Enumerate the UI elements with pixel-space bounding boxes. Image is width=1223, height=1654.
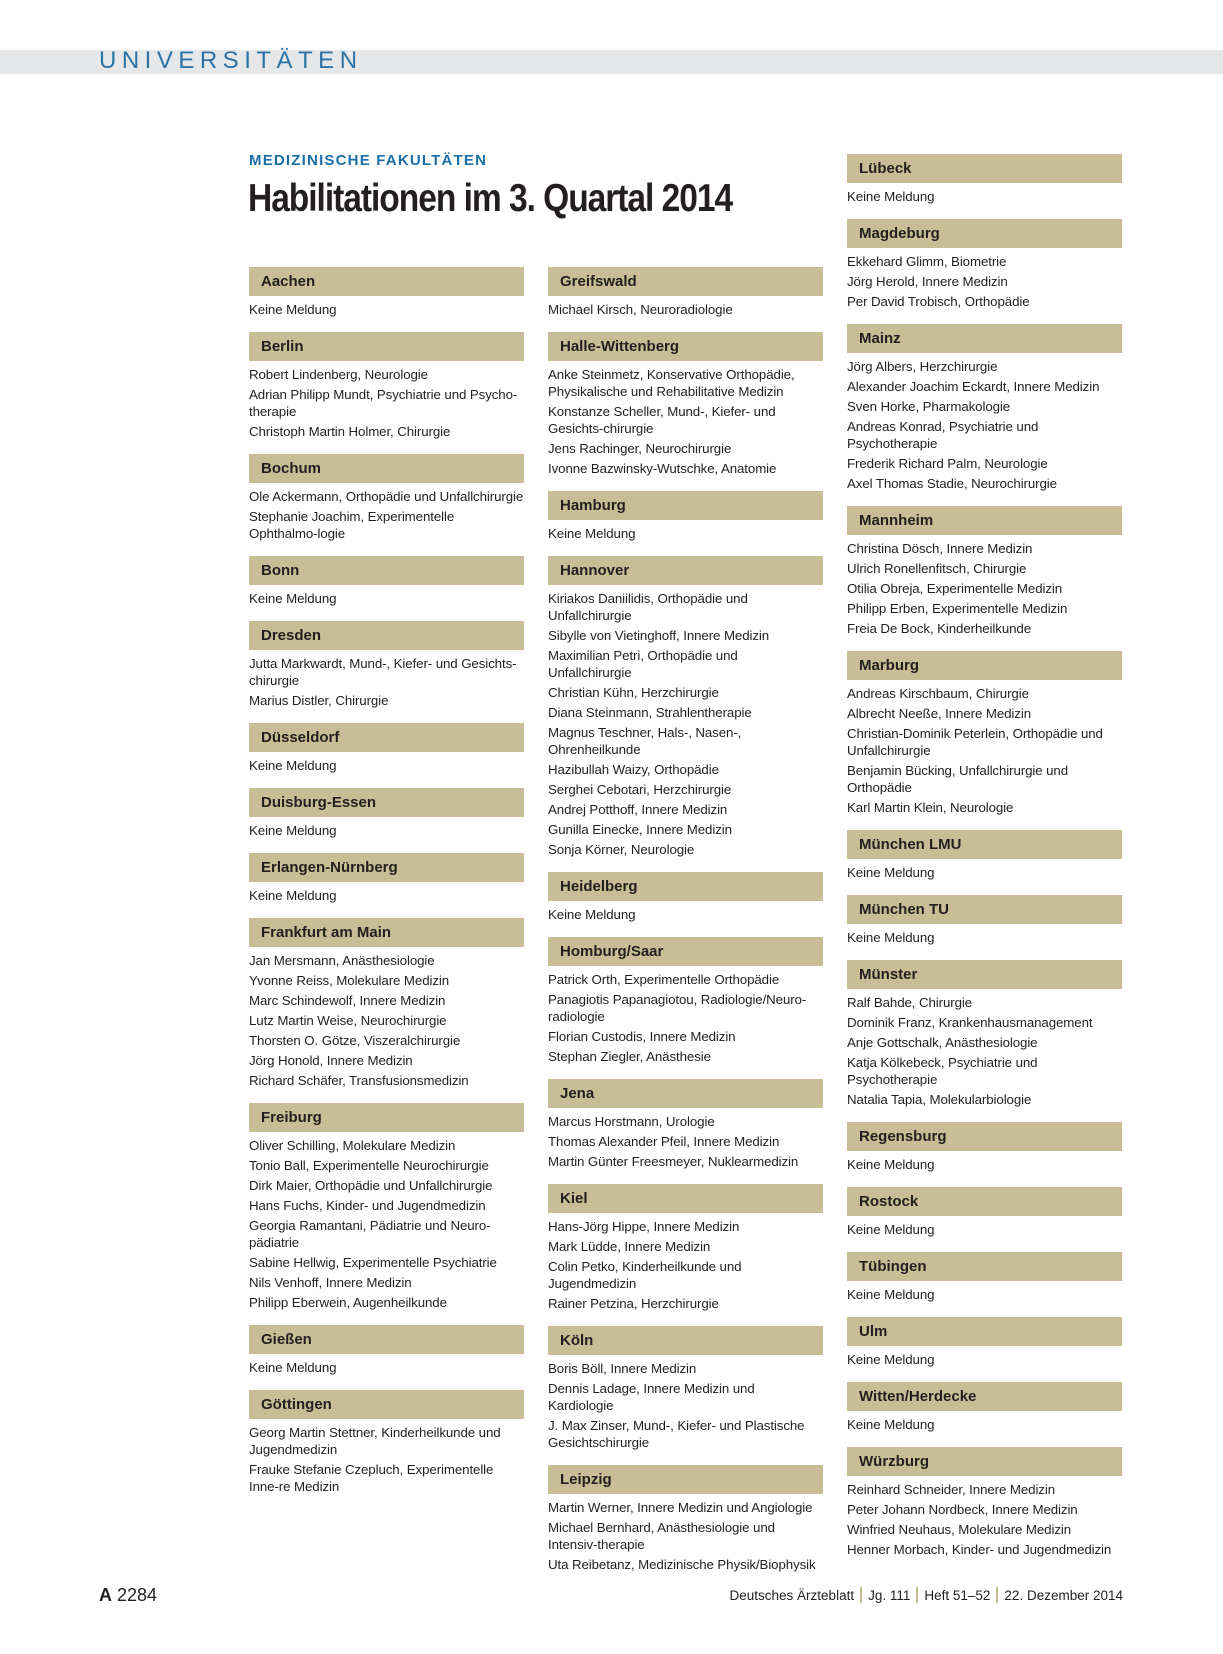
university-heading: Ulm: [847, 1317, 1122, 1346]
habilitation-entry: Georg Martin Stettner, Kinderheilkunde und Jugendmedizin: [249, 1425, 501, 1457]
habilitation-entry: Oliver Schilling, Molekulare Medizin: [249, 1138, 456, 1153]
habilitation-entry: Keine Meldung: [249, 1360, 337, 1375]
habilitation-entry: Albrecht Neeße, Innere Medizin: [847, 706, 1031, 721]
habilitation-entry: Christoph Martin Holmer, Chirurgie: [249, 424, 451, 439]
habilitation-entry: Jörg Albers, Herzchirurgie: [847, 359, 998, 374]
habilitation-entry: Jutta Markwardt, Mund-, Kiefer- und Gesichts-chirurgie: [249, 656, 517, 688]
university-heading: Witten/Herdecke: [847, 1382, 1122, 1411]
habilitation-entry: Panagiotis Papanagiotou, Radiologie/Neuro-radiologie: [548, 992, 807, 1024]
university-section: [249, 454, 524, 542]
habilitation-entry: Per David Trobisch, Orthopädie: [847, 294, 1030, 309]
habilitation-entry: Yvonne Reiss, Molekulare Medizin: [249, 973, 450, 988]
habilitation-entry: Sabine Hellwig, Experimentelle Psychiatrie: [249, 1255, 497, 1270]
university-heading: Köln: [548, 1326, 823, 1355]
university-heading: Heidelberg: [548, 872, 823, 901]
habilitation-entry: Henner Morbach, Kinder- und Jugendmedizin: [847, 1542, 1112, 1557]
university-heading: Gießen: [249, 1325, 524, 1354]
habilitation-entry: Jörg Honold, Innere Medizin: [249, 1053, 413, 1068]
university-heading: Halle-Wittenberg: [548, 332, 823, 361]
journal-volume: Jg. 111: [868, 1588, 911, 1603]
university-heading: Würzburg: [847, 1447, 1122, 1476]
habilitation-entry: Gunilla Einecke, Innere Medizin: [548, 822, 732, 837]
habilitation-entry: J. Max Zinser, Mund-, Kiefer- und Plastische Gesichtschirurgie: [548, 1418, 805, 1450]
habilitation-entry: Sven Horke, Pharmakologie: [847, 399, 1011, 414]
habilitation-entry: Keine Meldung: [249, 302, 337, 317]
habilitation-entry: Andrej Potthoff, Innere Medizin: [548, 802, 728, 817]
university-heading: Tübingen: [847, 1252, 1122, 1281]
habilitation-entry: Katja Kölkebeck, Psychiatrie und Psychotherapie: [847, 1055, 1038, 1087]
habilitation-entry: Christian Kühn, Herzchirurgie: [548, 685, 719, 700]
habilitation-entry: Freia De Bock, Kinderheilkunde: [847, 621, 1031, 636]
habilitation-entry: Nils Venhoff, Innere Medizin: [249, 1275, 412, 1290]
university-section: [847, 506, 1122, 637]
university-section: [249, 853, 524, 904]
habilitation-entry: Jörg Herold, Innere Medizin: [847, 274, 1008, 289]
habilitation-entry: Ivonne Bazwinsky-Wutschke, Anatomie: [548, 461, 777, 476]
university-section: [249, 267, 524, 318]
university-section: [548, 1079, 823, 1170]
footer-separator: [996, 1587, 998, 1603]
habilitation-entry: Magnus Teschner, Hals-, Nasen-, Ohrenheilkunde: [548, 725, 742, 757]
habilitation-entry: Keine Meldung: [249, 823, 337, 838]
habilitation-entry: Philipp Eberwein, Augenheilkunde: [249, 1295, 447, 1310]
university-section: [249, 621, 524, 709]
university-heading: München LMU: [847, 830, 1122, 859]
university-section: [548, 556, 823, 858]
university-heading: Magdeburg: [847, 219, 1122, 248]
habilitation-entry: Keine Meldung: [847, 1417, 935, 1432]
page-number: [99, 1584, 157, 1606]
university-section: [847, 154, 1122, 205]
university-section: [548, 937, 823, 1065]
habilitation-entry: Hans-Jörg Hippe, Innere Medizin: [548, 1219, 740, 1234]
habilitation-entry: Sonja Körner, Neurologie: [548, 842, 695, 857]
habilitation-entry: Natalia Tapia, Molekularbiologie: [847, 1092, 1032, 1107]
university-section: [249, 788, 524, 839]
university-heading: Mannheim: [847, 506, 1122, 535]
habilitation-entry: Robert Lindenberg, Neurologie: [249, 367, 428, 382]
article-kicker: MEDIZINISCHE FAKULTÄTEN: [249, 152, 488, 169]
habilitation-entry: Ole Ackermann, Orthopädie und Unfallchirurgie: [249, 489, 524, 504]
university-heading: Leipzig: [548, 1465, 823, 1494]
university-section: [249, 1325, 524, 1376]
university-section: [847, 219, 1122, 310]
habilitation-entry: Dirk Maier, Orthopädie und Unfallchirurgie: [249, 1178, 493, 1193]
article-title: Habilitationen im 3. Quartal 2014: [248, 177, 733, 220]
university-section: [847, 1122, 1122, 1173]
university-section: [548, 491, 823, 542]
university-heading: Marburg: [847, 651, 1122, 680]
habilitation-entry: Ekkehard Glimm, Biometrie: [847, 254, 1007, 269]
habilitation-entry: Jens Rachinger, Neurochirurgie: [548, 441, 732, 456]
habilitation-entry: Keine Meldung: [847, 930, 935, 945]
university-heading: Kiel: [548, 1184, 823, 1213]
footer-separator: [860, 1587, 862, 1603]
habilitation-entry: Tonio Ball, Experimentelle Neurochirurgie: [249, 1158, 489, 1173]
page-prefix: A: [99, 1585, 112, 1605]
university-section: [548, 1184, 823, 1312]
habilitation-entry: Adrian Philipp Mundt, Psychiatrie und Psycho-therapie: [249, 387, 518, 419]
habilitation-entry: Axel Thomas Stadie, Neurochirurgie: [847, 476, 1057, 491]
habilitation-entry: Keine Meldung: [548, 526, 636, 541]
university-section: [548, 1326, 823, 1451]
university-section: [249, 332, 524, 440]
university-section: [548, 1465, 823, 1573]
habilitation-entry: Kiriakos Daniilidis, Orthopädie und Unfallchirurgie: [548, 591, 748, 623]
university-section: [548, 267, 823, 318]
habilitation-entry: Michael Bernhard, Anästhesiologie und Intensiv-therapie: [548, 1520, 775, 1552]
university-heading: Mainz: [847, 324, 1122, 353]
habilitation-entry: Frauke Stefanie Czepluch, Experimentelle Inne-re Medizin: [249, 1462, 494, 1494]
habilitation-entry: Florian Custodis, Innere Medizin: [548, 1029, 736, 1044]
habilitation-entry: Ulrich Ronellenfitsch, Chirurgie: [847, 561, 1027, 576]
habilitation-entry: Sibylle von Vietinghoff, Innere Medizin: [548, 628, 770, 643]
habilitation-entry: Mark Lüdde, Innere Medizin: [548, 1239, 711, 1254]
university-heading: Frankfurt am Main: [249, 918, 524, 947]
habilitation-entry: Keine Meldung: [847, 865, 935, 880]
university-heading: Lübeck: [847, 154, 1122, 183]
university-section: [847, 1187, 1122, 1238]
university-section: [847, 1382, 1122, 1433]
university-heading: Göttingen: [249, 1390, 524, 1419]
university-heading: Berlin: [249, 332, 524, 361]
university-section: [847, 830, 1122, 881]
page-number-value: 2284: [117, 1585, 158, 1605]
university-section: [249, 1103, 524, 1311]
habilitation-entry: Stephanie Joachim, Experimentelle Ophthalmo-logie: [249, 509, 455, 541]
university-section: [847, 1317, 1122, 1368]
habilitation-entry: Anke Steinmetz, Konservative Orthopädie, Physikalische und Rehabilitative Medizin: [548, 367, 795, 399]
university-heading: Düsseldorf: [249, 723, 524, 752]
habilitation-entry: Keine Meldung: [847, 189, 935, 204]
university-heading: Jena: [548, 1079, 823, 1108]
habilitation-entry: Boris Böll, Innere Medizin: [548, 1361, 697, 1376]
habilitation-entry: Keine Meldung: [249, 758, 337, 773]
habilitation-entry: Ralf Bahde, Chirurgie: [847, 995, 973, 1010]
habilitation-entry: Marc Schindewolf, Innere Medizin: [249, 993, 446, 1008]
habilitation-entry: Rainer Petzina, Herzchirurgie: [548, 1296, 719, 1311]
habilitation-entry: Marius Distler, Chirurgie: [249, 693, 389, 708]
habilitation-entry: Christian-Dominik Peterlein, Orthopädie und Unfallchirurgie: [847, 726, 1103, 758]
university-section: [847, 324, 1122, 492]
university-section: [847, 1447, 1122, 1558]
university-section: [249, 723, 524, 774]
habilitation-entry: Jan Mersmann, Anästhesiologie: [249, 953, 435, 968]
habilitation-entry: Dominik Franz, Krankenhausmanagement: [847, 1015, 1093, 1030]
university-section: [847, 895, 1122, 946]
habilitation-entry: Otilia Obreja, Experimentelle Medizin: [847, 581, 1063, 596]
habilitation-entry: Colin Petko, Kinderheilkunde und Jugendmedizin: [548, 1259, 742, 1291]
habilitation-entry: Lutz Martin Weise, Neurochirurgie: [249, 1013, 447, 1028]
habilitation-entry: Peter Johann Nordbeck, Innere Medizin: [847, 1502, 1078, 1517]
habilitation-entry: Stephan Ziegler, Anästhesie: [548, 1049, 711, 1064]
habilitation-entry: Marcus Horstmann, Urologie: [548, 1114, 715, 1129]
habilitation-entry: Anje Gottschalk, Anästhesiologie: [847, 1035, 1038, 1050]
habilitation-entry: Andreas Kirschbaum, Chirurgie: [847, 686, 1029, 701]
habilitation-entry: Michael Kirsch, Neuroradiologie: [548, 302, 733, 317]
journal-issue: Heft 51–52: [924, 1588, 991, 1603]
column-2: [548, 267, 823, 1587]
habilitation-entry: Christina Dösch, Innere Medizin: [847, 541, 1033, 556]
university-heading: Homburg/Saar: [548, 937, 823, 966]
university-section: [249, 918, 524, 1089]
habilitation-entry: Maximilian Petri, Orthopädie und Unfallchirurgie: [548, 648, 738, 680]
habilitation-entry: Konstanze Scheller, Mund-, Kiefer- und Gesichts-chirurgie: [548, 404, 776, 436]
university-heading: Münster: [847, 960, 1122, 989]
section-label: UNIVERSITÄTEN: [99, 47, 363, 74]
habilitation-entry: Frederik Richard Palm, Neurologie: [847, 456, 1048, 471]
university-section: [548, 332, 823, 477]
habilitation-entry: Keine Meldung: [847, 1222, 935, 1237]
habilitation-entry: Hans Fuchs, Kinder- und Jugendmedizin: [249, 1198, 486, 1213]
university-heading: Duisburg-Essen: [249, 788, 524, 817]
university-heading: Regensburg: [847, 1122, 1122, 1151]
university-heading: Freiburg: [249, 1103, 524, 1132]
university-section: [847, 1252, 1122, 1303]
habilitation-entry: Uta Reibetanz, Medizinische Physik/Biophysik: [548, 1557, 816, 1572]
column-3: [847, 154, 1122, 1572]
column-1: [249, 267, 524, 1509]
university-heading: Hannover: [548, 556, 823, 585]
habilitation-entry: Keine Meldung: [249, 591, 337, 606]
university-heading: Greifswald: [548, 267, 823, 296]
university-heading: Hamburg: [548, 491, 823, 520]
university-section: [249, 556, 524, 607]
university-section: [249, 1390, 524, 1495]
university-heading: Rostock: [847, 1187, 1122, 1216]
university-section: [548, 872, 823, 923]
habilitation-entry: Georgia Ramantani, Pädiatrie und Neuro-pädiatrie: [249, 1218, 491, 1250]
habilitation-entry: Andreas Konrad, Psychiatrie und Psychotherapie: [847, 419, 1039, 451]
habilitation-entry: Winfried Neuhaus, Molekulare Medizin: [847, 1522, 1072, 1537]
footer-separator: [916, 1587, 918, 1603]
habilitation-entry: Hazibullah Waizy, Orthopädie: [548, 762, 719, 777]
habilitation-entry: Serghei Cebotari, Herzchirurgie: [548, 782, 732, 797]
habilitation-entry: Keine Meldung: [847, 1287, 935, 1302]
habilitation-entry: Reinhard Schneider, Innere Medizin: [847, 1482, 1055, 1497]
habilitation-entry: Keine Meldung: [548, 907, 636, 922]
habilitation-entry: Martin Günter Freesmeyer, Nuklearmedizin: [548, 1154, 799, 1169]
university-heading: Bochum: [249, 454, 524, 483]
university-heading: Dresden: [249, 621, 524, 650]
university-heading: Erlangen-Nürnberg: [249, 853, 524, 882]
habilitation-entry: Philipp Erben, Experimentelle Medizin: [847, 601, 1068, 616]
habilitation-entry: Karl Martin Klein, Neurologie: [847, 800, 1014, 815]
journal-name: Deutsches Ärzteblatt: [729, 1588, 855, 1603]
habilitation-entry: Keine Meldung: [847, 1352, 935, 1367]
habilitation-entry: Patrick Orth, Experimentelle Orthopädie: [548, 972, 780, 987]
habilitation-entry: Benjamin Bücking, Unfallchirurgie und Orthopädie: [847, 763, 1068, 795]
university-section: [847, 651, 1122, 816]
journal-footer: [730, 1587, 1123, 1605]
habilitation-entry: Keine Meldung: [847, 1157, 935, 1172]
habilitation-entry: Keine Meldung: [249, 888, 337, 903]
habilitation-entry: Thorsten O. Götze, Viszeralchirurgie: [249, 1033, 461, 1048]
university-heading: München TU: [847, 895, 1122, 924]
university-section: [847, 960, 1122, 1108]
journal-date: 22. Dezember 2014: [1004, 1588, 1123, 1603]
habilitation-entry: Dennis Ladage, Innere Medizin und Kardiologie: [548, 1381, 755, 1413]
habilitation-entry: Alexander Joachim Eckardt, Innere Medizin: [847, 379, 1100, 394]
university-heading: Aachen: [249, 267, 524, 296]
habilitation-entry: Thomas Alexander Pfeil, Innere Medizin: [548, 1134, 780, 1149]
habilitation-entry: Martin Werner, Innere Medizin und Angiologie: [548, 1500, 813, 1515]
habilitation-entry: Richard Schäfer, Transfusionsmedizin: [249, 1073, 469, 1088]
habilitation-entry: Diana Steinmann, Strahlentherapie: [548, 705, 752, 720]
university-heading: Bonn: [249, 556, 524, 585]
